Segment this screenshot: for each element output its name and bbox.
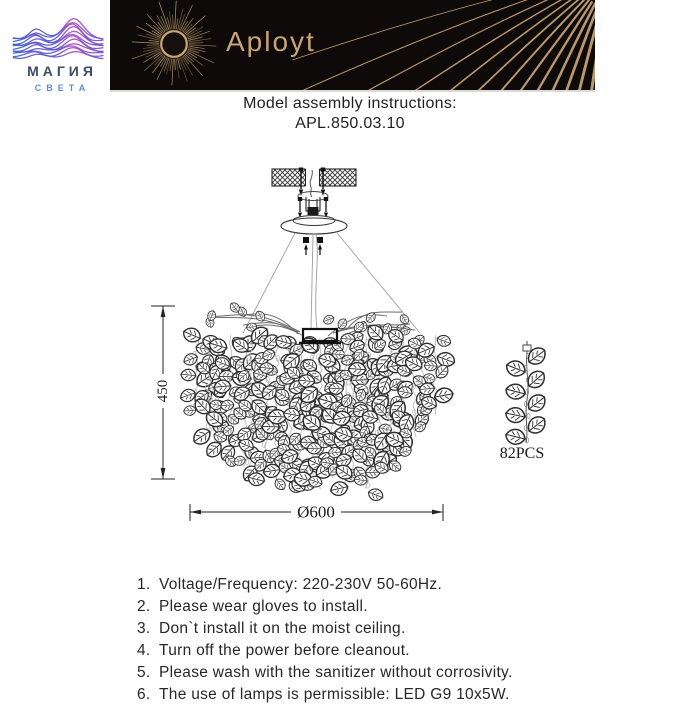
logo-wordmark: МАГИЯ	[27, 63, 97, 79]
instruction-number: 1.	[137, 576, 151, 593]
height-dimension	[151, 306, 175, 479]
instruction-text: Turn off the power before cleanout.	[159, 642, 410, 659]
canopy-assembly	[281, 192, 347, 256]
page-title: Model assembly instructions:	[243, 95, 457, 112]
instruction-number: 6.	[137, 686, 151, 703]
instruction-text: Please wash with the sanitizer without corrosivity.	[159, 664, 513, 681]
instruction-text: Voltage/Frequency: 220-230V 50-60Hz.	[159, 576, 443, 593]
ceiling-plate	[272, 168, 356, 198]
logo-tagline: СВЕТА	[34, 83, 91, 93]
instruction-number: 5.	[137, 664, 151, 681]
height-dimension-label: 450	[155, 379, 171, 403]
model-number: APL.850.03.10	[295, 114, 405, 132]
instruction-text: Please wear gloves to install.	[159, 598, 368, 615]
top-branches	[205, 301, 415, 337]
instruction-item	[137, 618, 513, 640]
instruction-list	[137, 574, 513, 706]
leaf-branch-detail	[500, 341, 549, 462]
instruction-number: 4.	[137, 642, 151, 659]
chandelier-frame	[299, 329, 341, 343]
instruction-number: 2.	[137, 598, 151, 615]
instruction-item	[137, 662, 513, 684]
diameter-dimension-label: Ø600	[297, 502, 335, 522]
instruction-text: The use of lamps is permissible: LED G9 10x5W.	[159, 686, 510, 703]
leaf-cluster	[179, 322, 457, 504]
instruction-item	[137, 684, 513, 706]
instruction-item	[137, 596, 513, 618]
instruction-item	[137, 640, 513, 662]
brand-wordmark: Aployt	[226, 26, 316, 57]
branch-count-label: 82PCS	[499, 445, 545, 462]
instruction-item	[137, 574, 513, 596]
instruction-number: 3.	[137, 620, 151, 637]
instruction-text: Don`t install it on the moist ceiling.	[159, 620, 406, 637]
diameter-dimension	[190, 503, 443, 522]
